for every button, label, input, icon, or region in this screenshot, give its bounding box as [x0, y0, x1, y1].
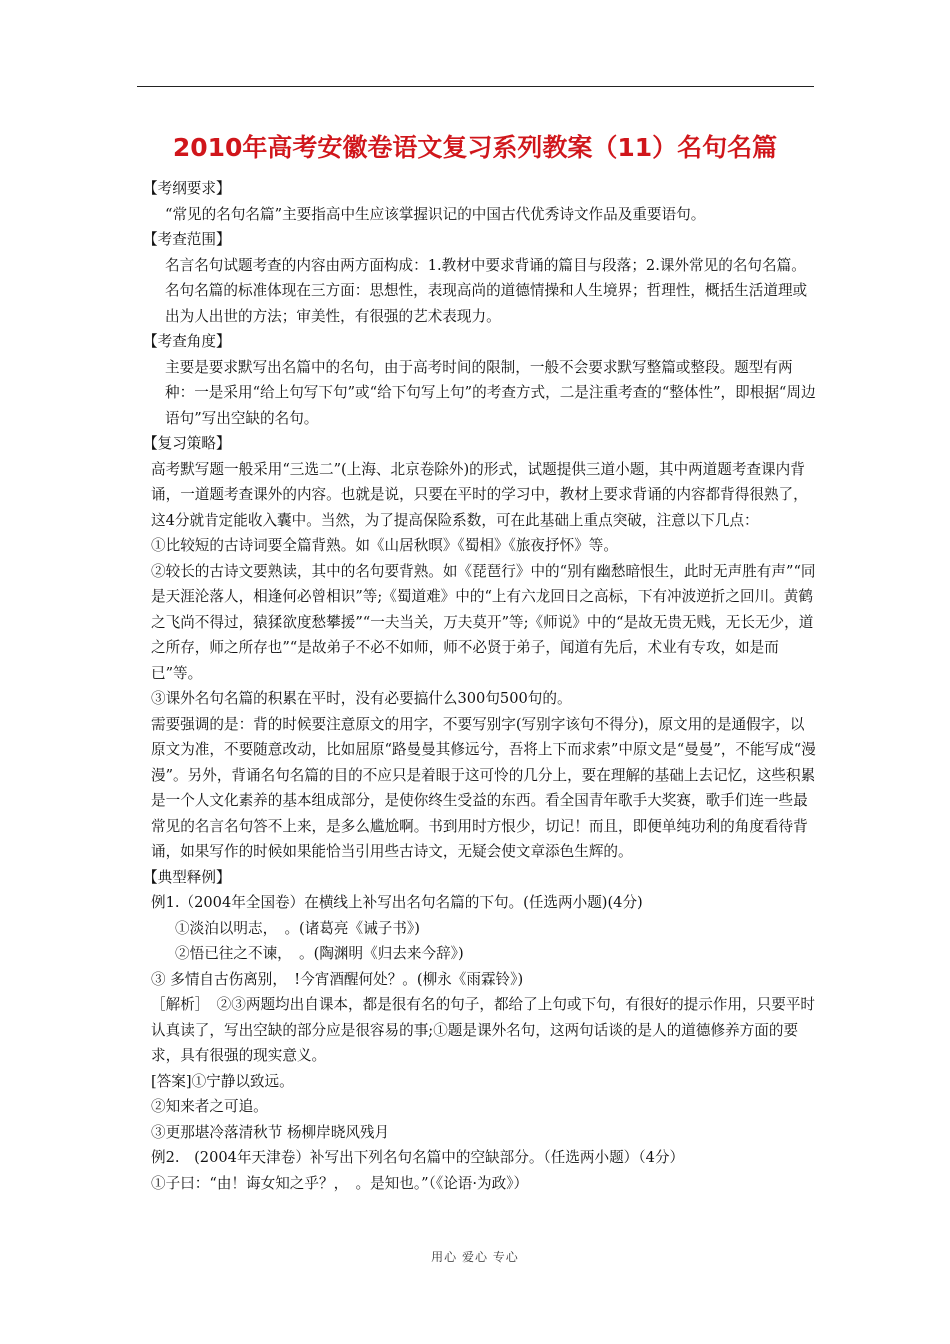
list-item: ③课外名句名篇的积累在平时，没有必要搞什么300句500句的。: [151, 690, 572, 707]
paragraph: “常见的名句名篇”主要指高中生应该掌握识记的中国古代优秀诗文作品及重要语句。: [165, 205, 706, 223]
example-item: ②悟已往之不谏， 。(陶渊明《归去来今辞》): [175, 945, 464, 962]
paragraph: 高考默写题一般采用“三选二”(上海、北京卷除外)的形式，试题提供三道小题，其中两道题考查课内背诵，一道题考查课外的内容。也就是说，只要在平时的学习中，教材上要求背诵的内容都背得很熟了，这4分就肯定能收入囊中。当然，为了提高保险系数，可在此基础上重点突破，注意以下几点：: [151, 460, 808, 529]
analysis: ［解析］ ②③两题均出自课本，都是很有名的句子，都给了上句或下句，有很好的提示作用，只要平时认真读了，写出空缺的部分应是很容易的事;①题是课外名句，这两句话谈的是人的道德修养方面的要求，具有很强的现实意义。: [151, 996, 816, 1064]
example-question: 例1.（2004年全国卷）在横线上补写出名句名篇的下句。(任选两小题)(4分): [151, 894, 643, 911]
section-heading-examples: 【典型释例】: [143, 868, 231, 886]
example-item: ③ 多情自古伤离别， !今宵酒醒何处？。(柳永《雨霖铃》): [151, 970, 524, 988]
example-item: ①淡泊以明志， 。(诸葛亮《诫子书》): [175, 919, 420, 937]
section-heading-requirements: 【考纲要求】: [143, 180, 231, 197]
list-item: ①比较短的古诗词要全篇背熟。如《山居秋暝》《蜀相》《旅夜抒怀》等。: [151, 537, 618, 554]
answer: ②知来者之可追。: [151, 1098, 268, 1115]
list-item: ②较长的古诗文要熟读，其中的名句要背熟。如《琵琶行》中的“别有幽愁暗恨生，此时无声胜有声”“同是天涯沦落人，相逢何必曾相识”等;《蜀道难》中的“上有六龙回日之高标，下有冲波逆折之回川。黄鹤之飞尚不得过，猿猱欲度愁攀援”“一夫当关，万夫莫开”等;《师说》中的“是故无贵无贱，无长无少，道之所存，师之所存也”“是故弟子不必不如师，师不必贤于弟子，闻道有先后，术业有专攻，如是而已”等。: [151, 562, 816, 682]
section-heading-strategy: 【复习策略】: [143, 435, 231, 452]
paragraph: 主要是要求默写出名篇中的名句，由于高考时间的限制，一般不会要求默写整篇或整段。题型有两种：一是采用“给上句写下句”或“给下句写上句”的考查方式，二是注重考查的“整体性”，即根据“周边语句”写出空缺的名句。: [165, 358, 816, 427]
example-item: ①子曰：“由！诲女知之乎？， 。是知也。”（《论语·为政》）: [151, 1174, 529, 1192]
header-rule: [137, 86, 814, 87]
example-question: 例2. (2004年天津卷）补写出下列名句名篇中的空缺部分。（任选两小题）（4分）: [151, 1149, 685, 1166]
page-title: 2010年高考安徽卷语文复习系列教案（11）名句名篇: [172, 133, 778, 162]
paragraph: 需要强调的是：背的时候要注意原文的用字，不要写别字(写别字该句不得分)，原文用的是通假字，以原文为准，不要随意改动，比如屈原“路曼曼其修远兮，吾将上下而求索”中原文是“曼曼”，不能写成“漫漫”。另外，背诵名句名篇的目的不应只是着眼于这可怜的几分上，要在理解的基础上去记忆，这些积累是一个人文化素养的基本组成部分，是使你终生受益的东西。看全国青年歌手大奖赛，歌手们连一些最常见的名言名句答不上来，是多么尴尬啊。书到用时方恨少，切记！而且，即便单纯功利的角度看待背诵，如果写作的时候如果能恰当引用些古诗文，无疑会使文章添色生辉的。: [151, 715, 816, 860]
answer: ③更那堪冷落清秋节 杨柳岸晓风残月: [151, 1123, 390, 1141]
section-heading-scope: 【考查范围】: [143, 231, 231, 248]
document-body: [137, 176, 817, 1196]
page-footer: 用心 爱心 专心: [431, 1250, 519, 1264]
section-heading-angle: 【考查角度】: [143, 333, 231, 350]
answer: [答案]①宁静以致远。: [151, 1072, 294, 1090]
paragraph: 名言名句试题考查的内容由两方面构成：1.教材中要求背诵的篇目与段落；2.课外常见的名句名篇。名句名篇的标准体现在三方面：思想性，表现高尚的道德情操和人生境界；哲理性，概括生活道理或出为人出世的方法；审美性，有很强的艺术表现力。: [165, 256, 808, 325]
